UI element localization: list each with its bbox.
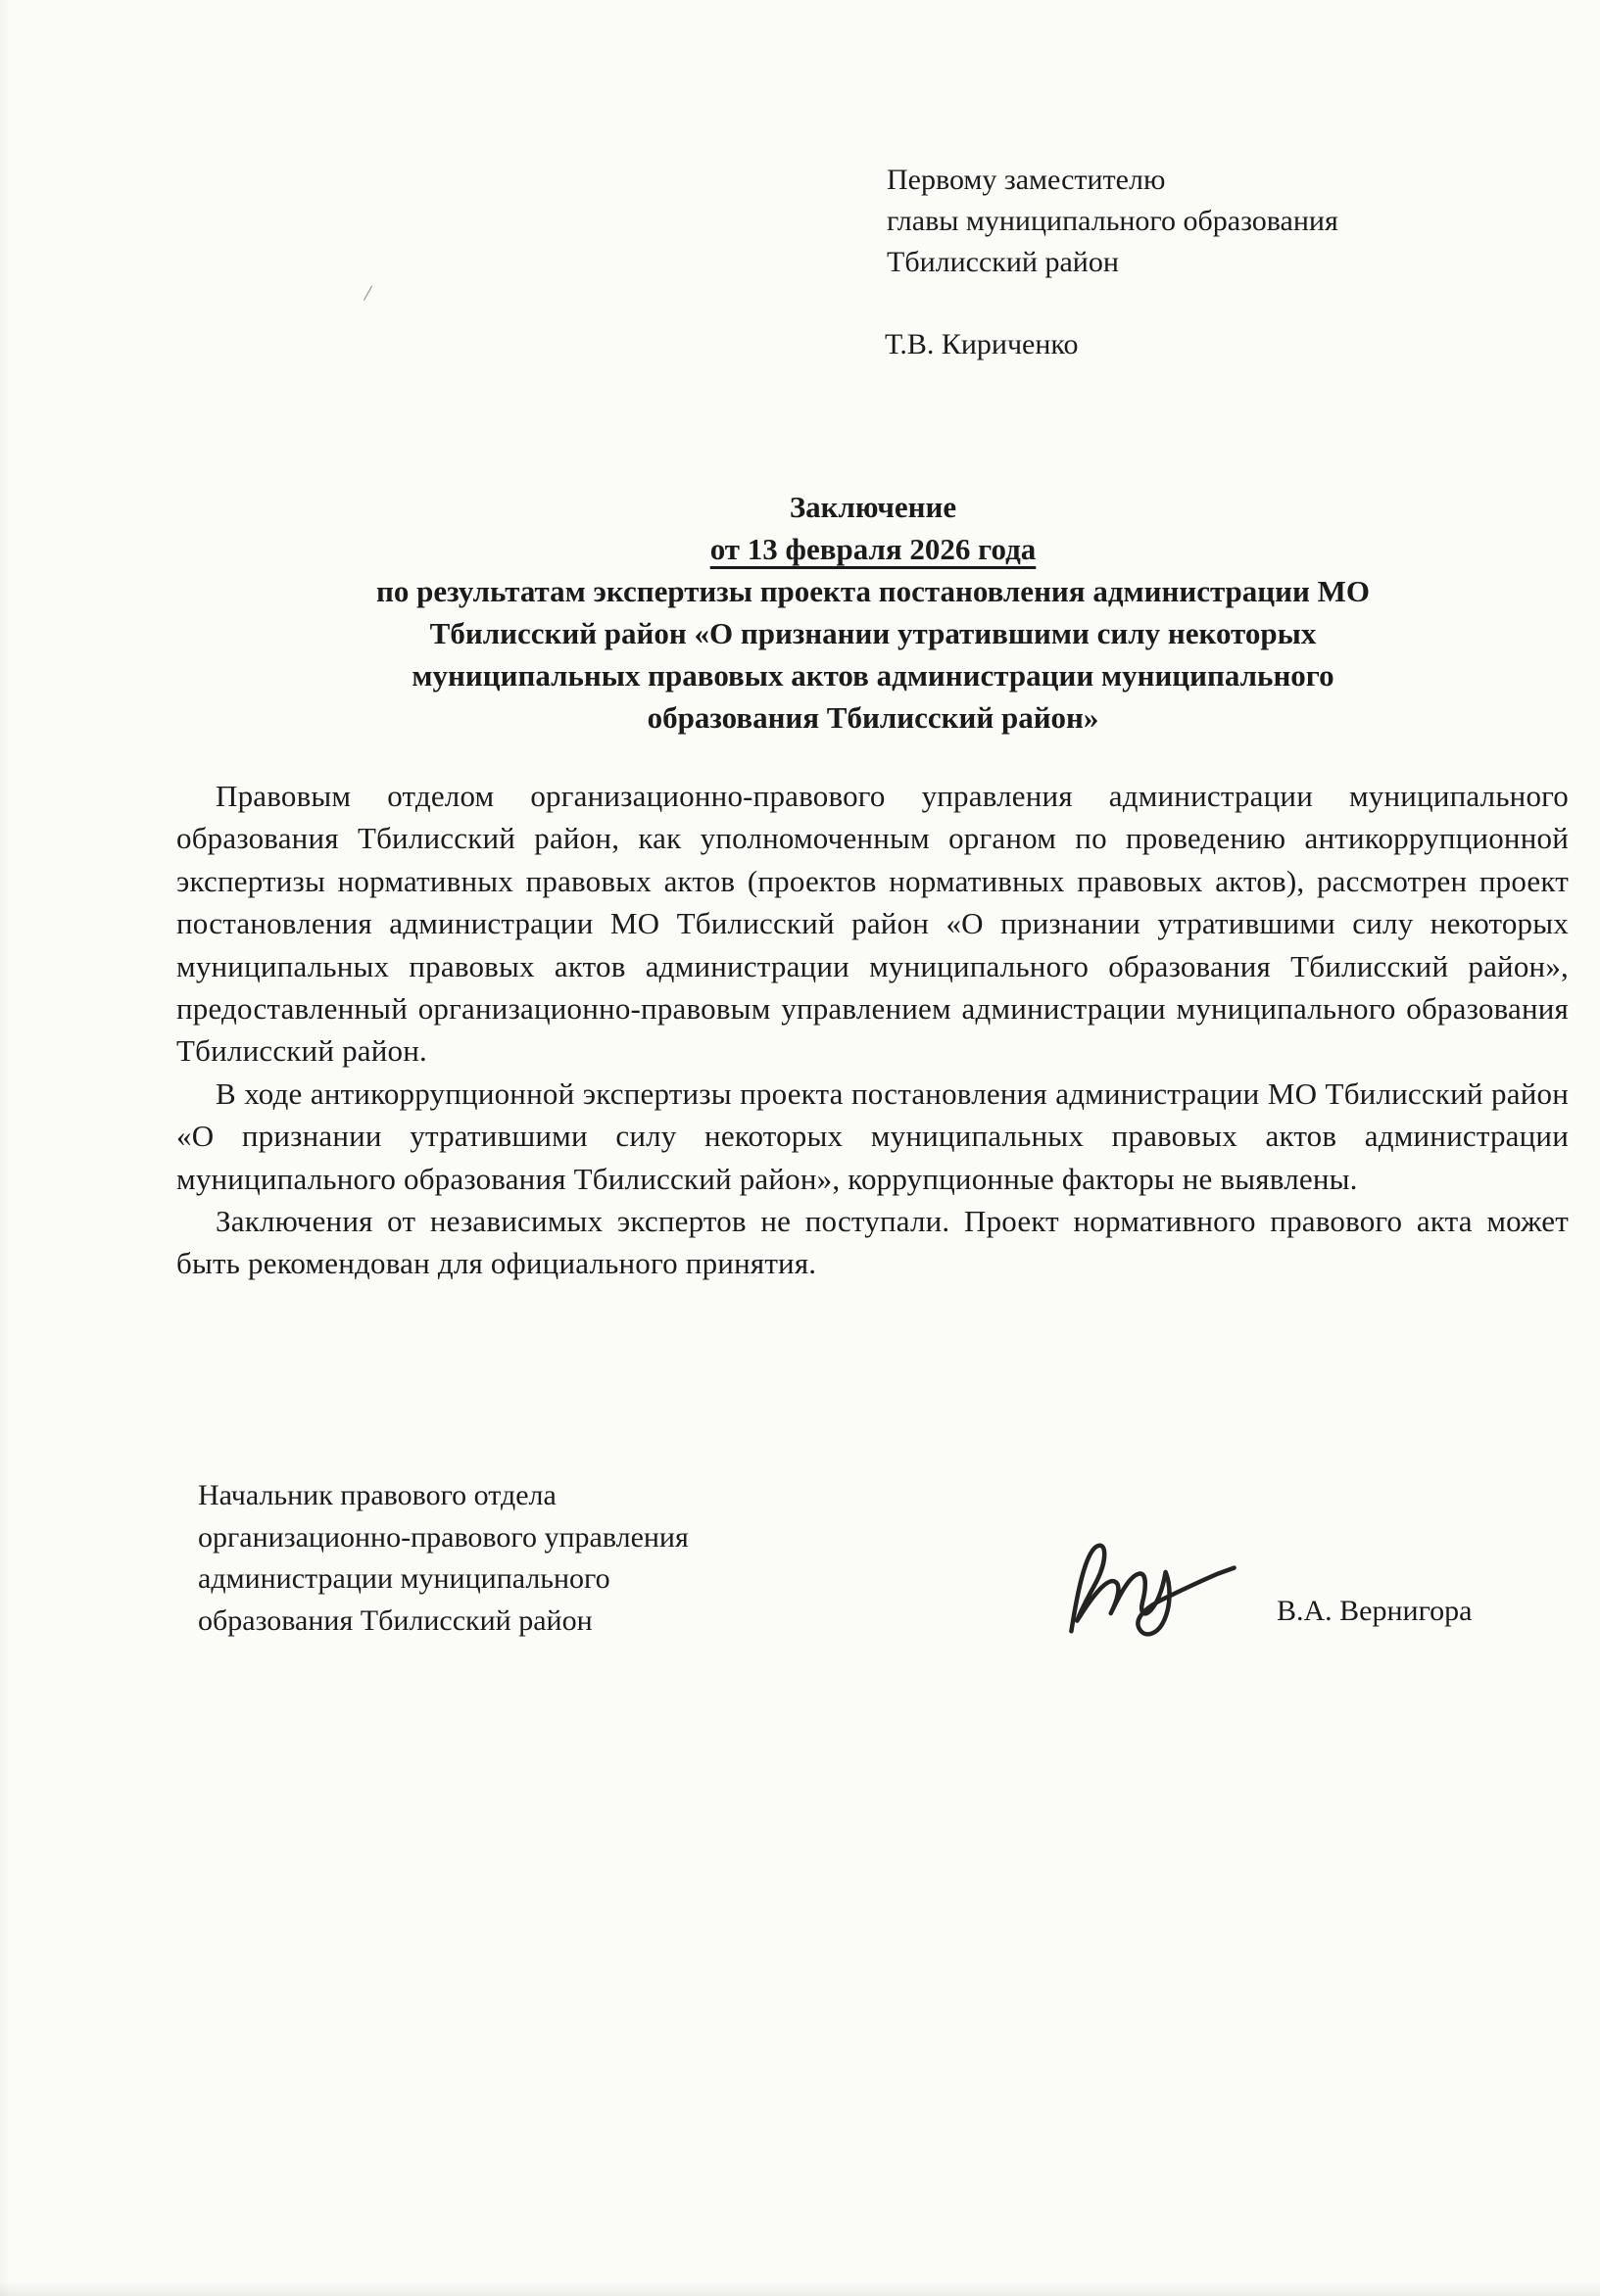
document-title: Заключение: [789, 490, 957, 524]
signatory-title-block: [198, 1475, 689, 1642]
addressee-block: [887, 160, 1338, 283]
signatory-title-line: администрации муниципального: [198, 1562, 610, 1595]
body-paragraph: В ходе антикоррупционной экспертизы проекта постановления администрации МО Тбилисский район «О признании утратившими силу некоторых муниципальных правовых актов администрации муниципального образования Тбилисский район», коррупционные факторы не выявлены.: [176, 1076, 1569, 1196]
scan-artifact-slash: /: [362, 280, 373, 308]
signatory-title-line: организационно-правового управления: [198, 1520, 689, 1554]
handwritten-signature-icon: [1047, 1513, 1265, 1656]
addressee-line: Тбилисский район: [887, 246, 1119, 278]
signatory-title-line: Начальник правового отдела: [198, 1479, 557, 1511]
body-paragraph: Заключения от независимых экспертов не поступали. Проект нормативного правового акта может быть рекомендован для официального принятия.: [176, 1204, 1569, 1281]
subtitle-line: Тбилисский район «О признании утратившими силу некоторых: [429, 616, 1317, 650]
subtitle-line: образования Тбилисский район»: [647, 700, 1099, 735]
signatory-title-line: образования Тбилисский район: [198, 1603, 593, 1637]
document-body: [176, 775, 1569, 1285]
recipient-name: Т.В. Кириченко: [885, 328, 1079, 360]
addressee-line: главы муниципального образования: [887, 205, 1338, 237]
addressee-line: Первому заместителю: [887, 164, 1166, 196]
document-date: от 13 февраля 2026 года: [709, 532, 1037, 566]
subtitle-line: по результатам экспертизы проекта постановления администрации МО: [375, 574, 1371, 608]
signatory-name: В.А. Вернигора: [1277, 1595, 1473, 1627]
title-block: [176, 486, 1570, 739]
body-paragraph: Правовым отделом организационно-правового управления администрации муниципального образования Тбилисский район, как уполномоченным органом по проведению антикоррупционной экспертизы нормативных правовых актов (проектов нормативных правовых актов), рассмотрен проект постановления администрации МО Тбилисский район «О признании утратившими силу некоторых муниципальных правовых актов администрации муниципального образования Тбилисский район», предоставленный организационно-правовым управлением администрации муниципального образования Тбилисский район.: [176, 779, 1569, 1069]
subtitle-line: муниципальных правовых актов администрации муниципального: [412, 658, 1334, 693]
